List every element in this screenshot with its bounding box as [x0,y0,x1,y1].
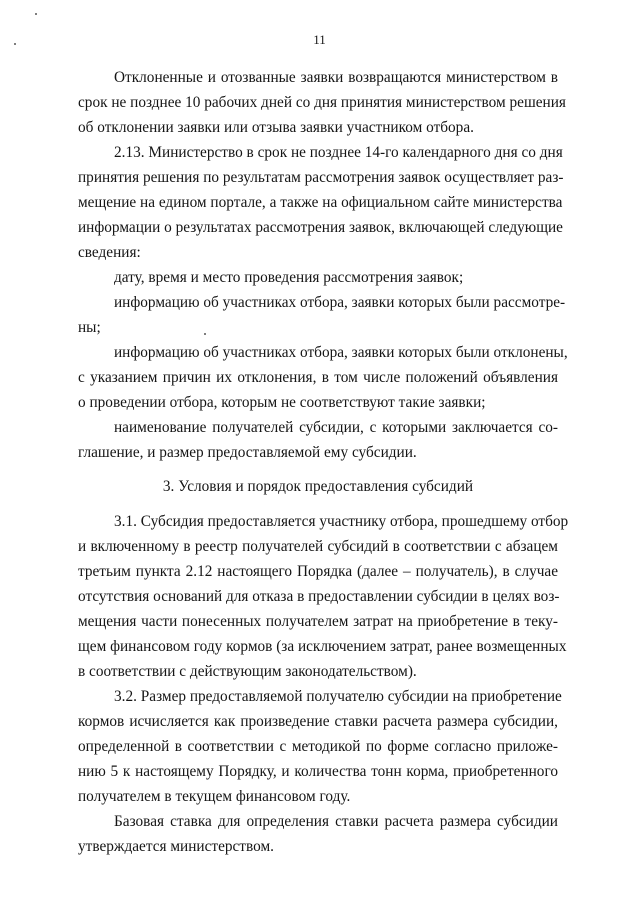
paragraph-line: и включенному в реестр получателей субсидий в соответствии с абзацем [78,538,558,555]
paragraph-line: наименование получателей субсидии, с которыми заключается со- [114,419,558,436]
paragraph-line: об отклонении заявки или отзыва заявки участником отбора. [78,119,474,136]
paragraph-line: 2.13. Министерство в срок не позднее 14-го календарного дня со дня [114,144,563,161]
paragraph-line: 3.1. Субсидия предоставляется участнику отбора, прошедшему отбор [114,513,569,530]
paragraph-line: определенной в соответствии с методикой по форме согласно приложе- [78,738,558,755]
paragraph-line: информацию об участниках отбора, заявки которых были рассмотре- [114,294,566,311]
paragraph-line: ны; [78,319,101,336]
paragraph-line: Базовая ставка для определения ставки расчета размера субсидии [114,813,558,830]
paragraph-line: Отклоненные и отозванные заявки возвращаются министерством в [114,69,558,86]
section-heading: 3. Условия и порядок предоставления субсидий [162,478,474,495]
paragraph-line: 3.2. Размер предоставляемой получателю субсидии на приобретение [114,688,562,705]
paragraph-line: мещения части понесенных получателем затрат на приобретение в теку- [78,613,558,630]
page-number: 11 [313,32,326,47]
paragraph-line: глашение, и размер предоставляемой ему субсидии. [78,444,417,461]
paragraph-line: дату, время и место проведения рассмотрения заявок; [114,269,464,286]
paragraph-line: информации о результатах рассмотрения заявок, включающей следующие [78,219,563,236]
paragraph-line: утверждается министерством. [78,838,274,855]
paragraph-line: отсутствия оснований для отказа в предоставлении субсидии в целях воз- [78,588,560,605]
paragraph-line: получателем в текущем финансовом году. [78,788,351,805]
paragraph-line: принятия решения по результатам рассмотрения заявок осуществляет раз- [78,169,564,186]
paragraph-line: о проведении отбора, которым не соответствуют такие заявки; [78,394,486,411]
paragraph-line: с указанием причин их отклонения, в том числе положений объявления [78,369,558,386]
paragraph-line: информацию об участниках отбора, заявки которых были отклонены, [114,344,568,361]
paragraph-line: мещение на едином портале, а также на официальном сайте министерства [78,194,563,211]
paragraph-line: нию 5 к настоящему Порядку, и количества тонн корма, приобретенного [78,763,558,780]
scan-speck [35,13,37,15]
paragraph-line: срок не позднее 10 рабочих дней со дня принятия министерством решения [78,94,566,111]
paragraph-line: сведения: [78,244,141,261]
paragraph-line: третьим пункта 2.12 настоящего Порядка (далее – получатель), в случае [78,563,558,580]
paragraph-line: кормов исчисляется как произведение ставки расчета размера субсидии, [78,713,558,730]
paragraph-line: щем финансовом году кормов (за исключением затрат, ранее возмещенных [78,638,567,655]
paragraph-line: в соответствии с действующим законодательством). [78,663,417,680]
